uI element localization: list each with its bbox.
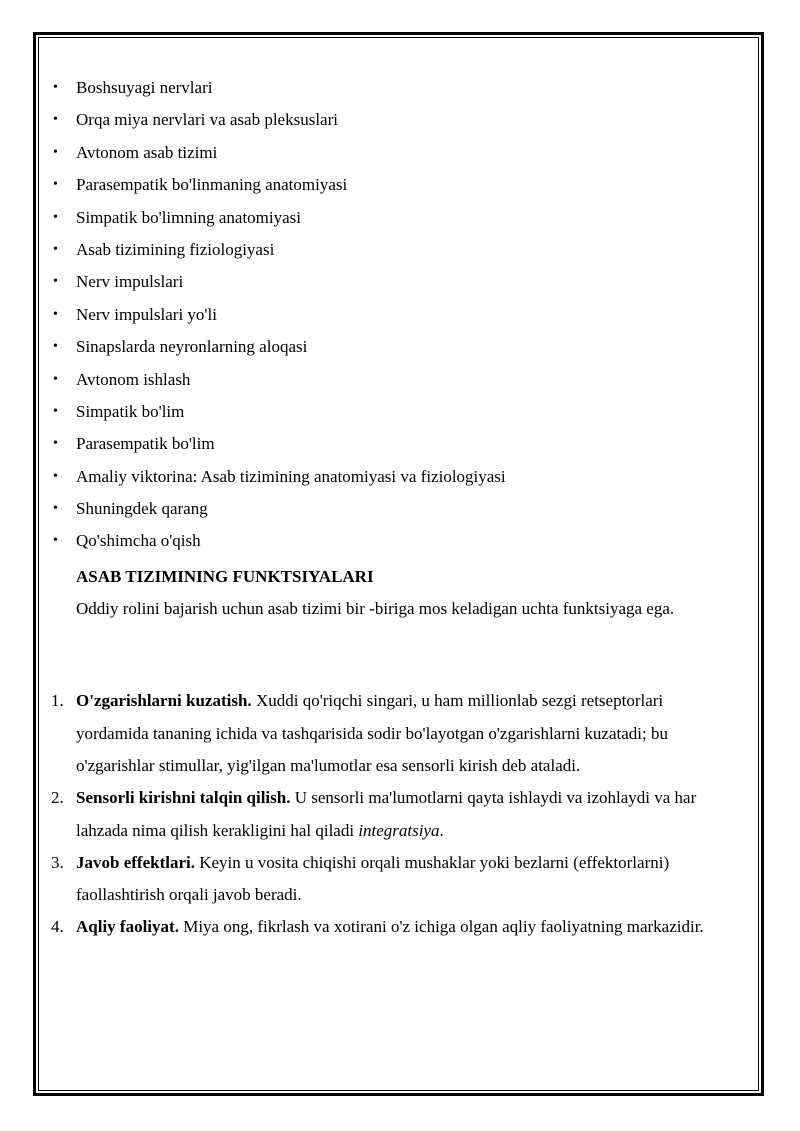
item-number: 2. (51, 788, 64, 808)
section-heading: ASAB TIZIMINING FUNKTSIYALARI (76, 566, 374, 586)
function-item (51, 911, 726, 943)
function-text: Xuddi qo'riqchi singari, u ham millionlab sezgi retseptorlari yordamida tananing ichida va tashqarisida sodir bo'layotgan o'zgarishlarni kuzatadi; bu o'zgarishlar stimullar, yig'ilgan ma'lumotlar esa sensorli kirish deb ataladi. (76, 691, 668, 775)
list-item: • Nerv impulslari (76, 268, 726, 300)
list-item: • Amaliy viktorina: Asab tizimining anatomiyasi va fiziologiyasi (76, 463, 726, 495)
intro-paragraph: Oddiy rolini bajarish uchun asab tizimi bir -biriga mos keladigan uchta funktsiyaga ega. (76, 598, 675, 618)
list-item: • Avtonom asab tizimi (76, 139, 726, 171)
item-number: 3. (51, 852, 64, 872)
item-number: 1. (51, 691, 64, 711)
list-item: • Boshsuyagi nervlari (76, 74, 726, 106)
list-item: • Orqa miya nervlari va asab pleksuslari (76, 106, 726, 138)
list-item: • Parasempatik bo'linmaning anatomiyasi (76, 171, 726, 203)
list-item: • Sinapslarda neyronlarning aloqasi (76, 333, 726, 365)
function-text: Miya ong, fikrlash va xotirani o'z ichiga olgan aqliy faoliyatning markazidir. (178, 917, 704, 937)
topic-list (76, 74, 726, 560)
list-item: • Avtonom ishlash (76, 366, 726, 398)
function-item (51, 847, 726, 912)
function-term: O'zgarishlarni kuzatish. (76, 691, 252, 711)
item-number: 4. (51, 917, 64, 937)
function-term: Javob effektlari. (76, 852, 195, 872)
list-item: • Simpatik bo'limning anatomiyasi (76, 204, 726, 236)
function-term: Aqliy faoliyat. (76, 917, 179, 937)
function-emphasis: integratsiya (358, 820, 440, 840)
function-text: Keyin u vosita chiqishi orqali mushaklar yoki bezlarni (effektorlarni) faollashtirish orqali javob beradi. (76, 852, 670, 905)
function-term: Sensorli kirishni talqin qilish. (76, 788, 291, 808)
list-item: • Nerv impulslari yo'li (76, 301, 726, 333)
document-body (51, 74, 726, 944)
function-text: U sensorli ma'lumotlarni qayta ishlaydi va izohlaydi va har lahzada nima qilish kerakligini hal qiladi (76, 788, 697, 840)
list-item: • Parasempatik bo'lim (76, 430, 726, 462)
function-item (51, 685, 726, 782)
functions-list (51, 685, 726, 943)
list-item: • Asab tizimining fiziologiyasi (76, 236, 726, 268)
list-item: • Simpatik bo'lim (76, 398, 726, 430)
list-item: • Shuningdek qarang (76, 495, 726, 527)
function-item (51, 782, 726, 847)
list-item: • Qo'shimcha o'qish (76, 527, 726, 559)
function-tail: . (439, 820, 444, 840)
